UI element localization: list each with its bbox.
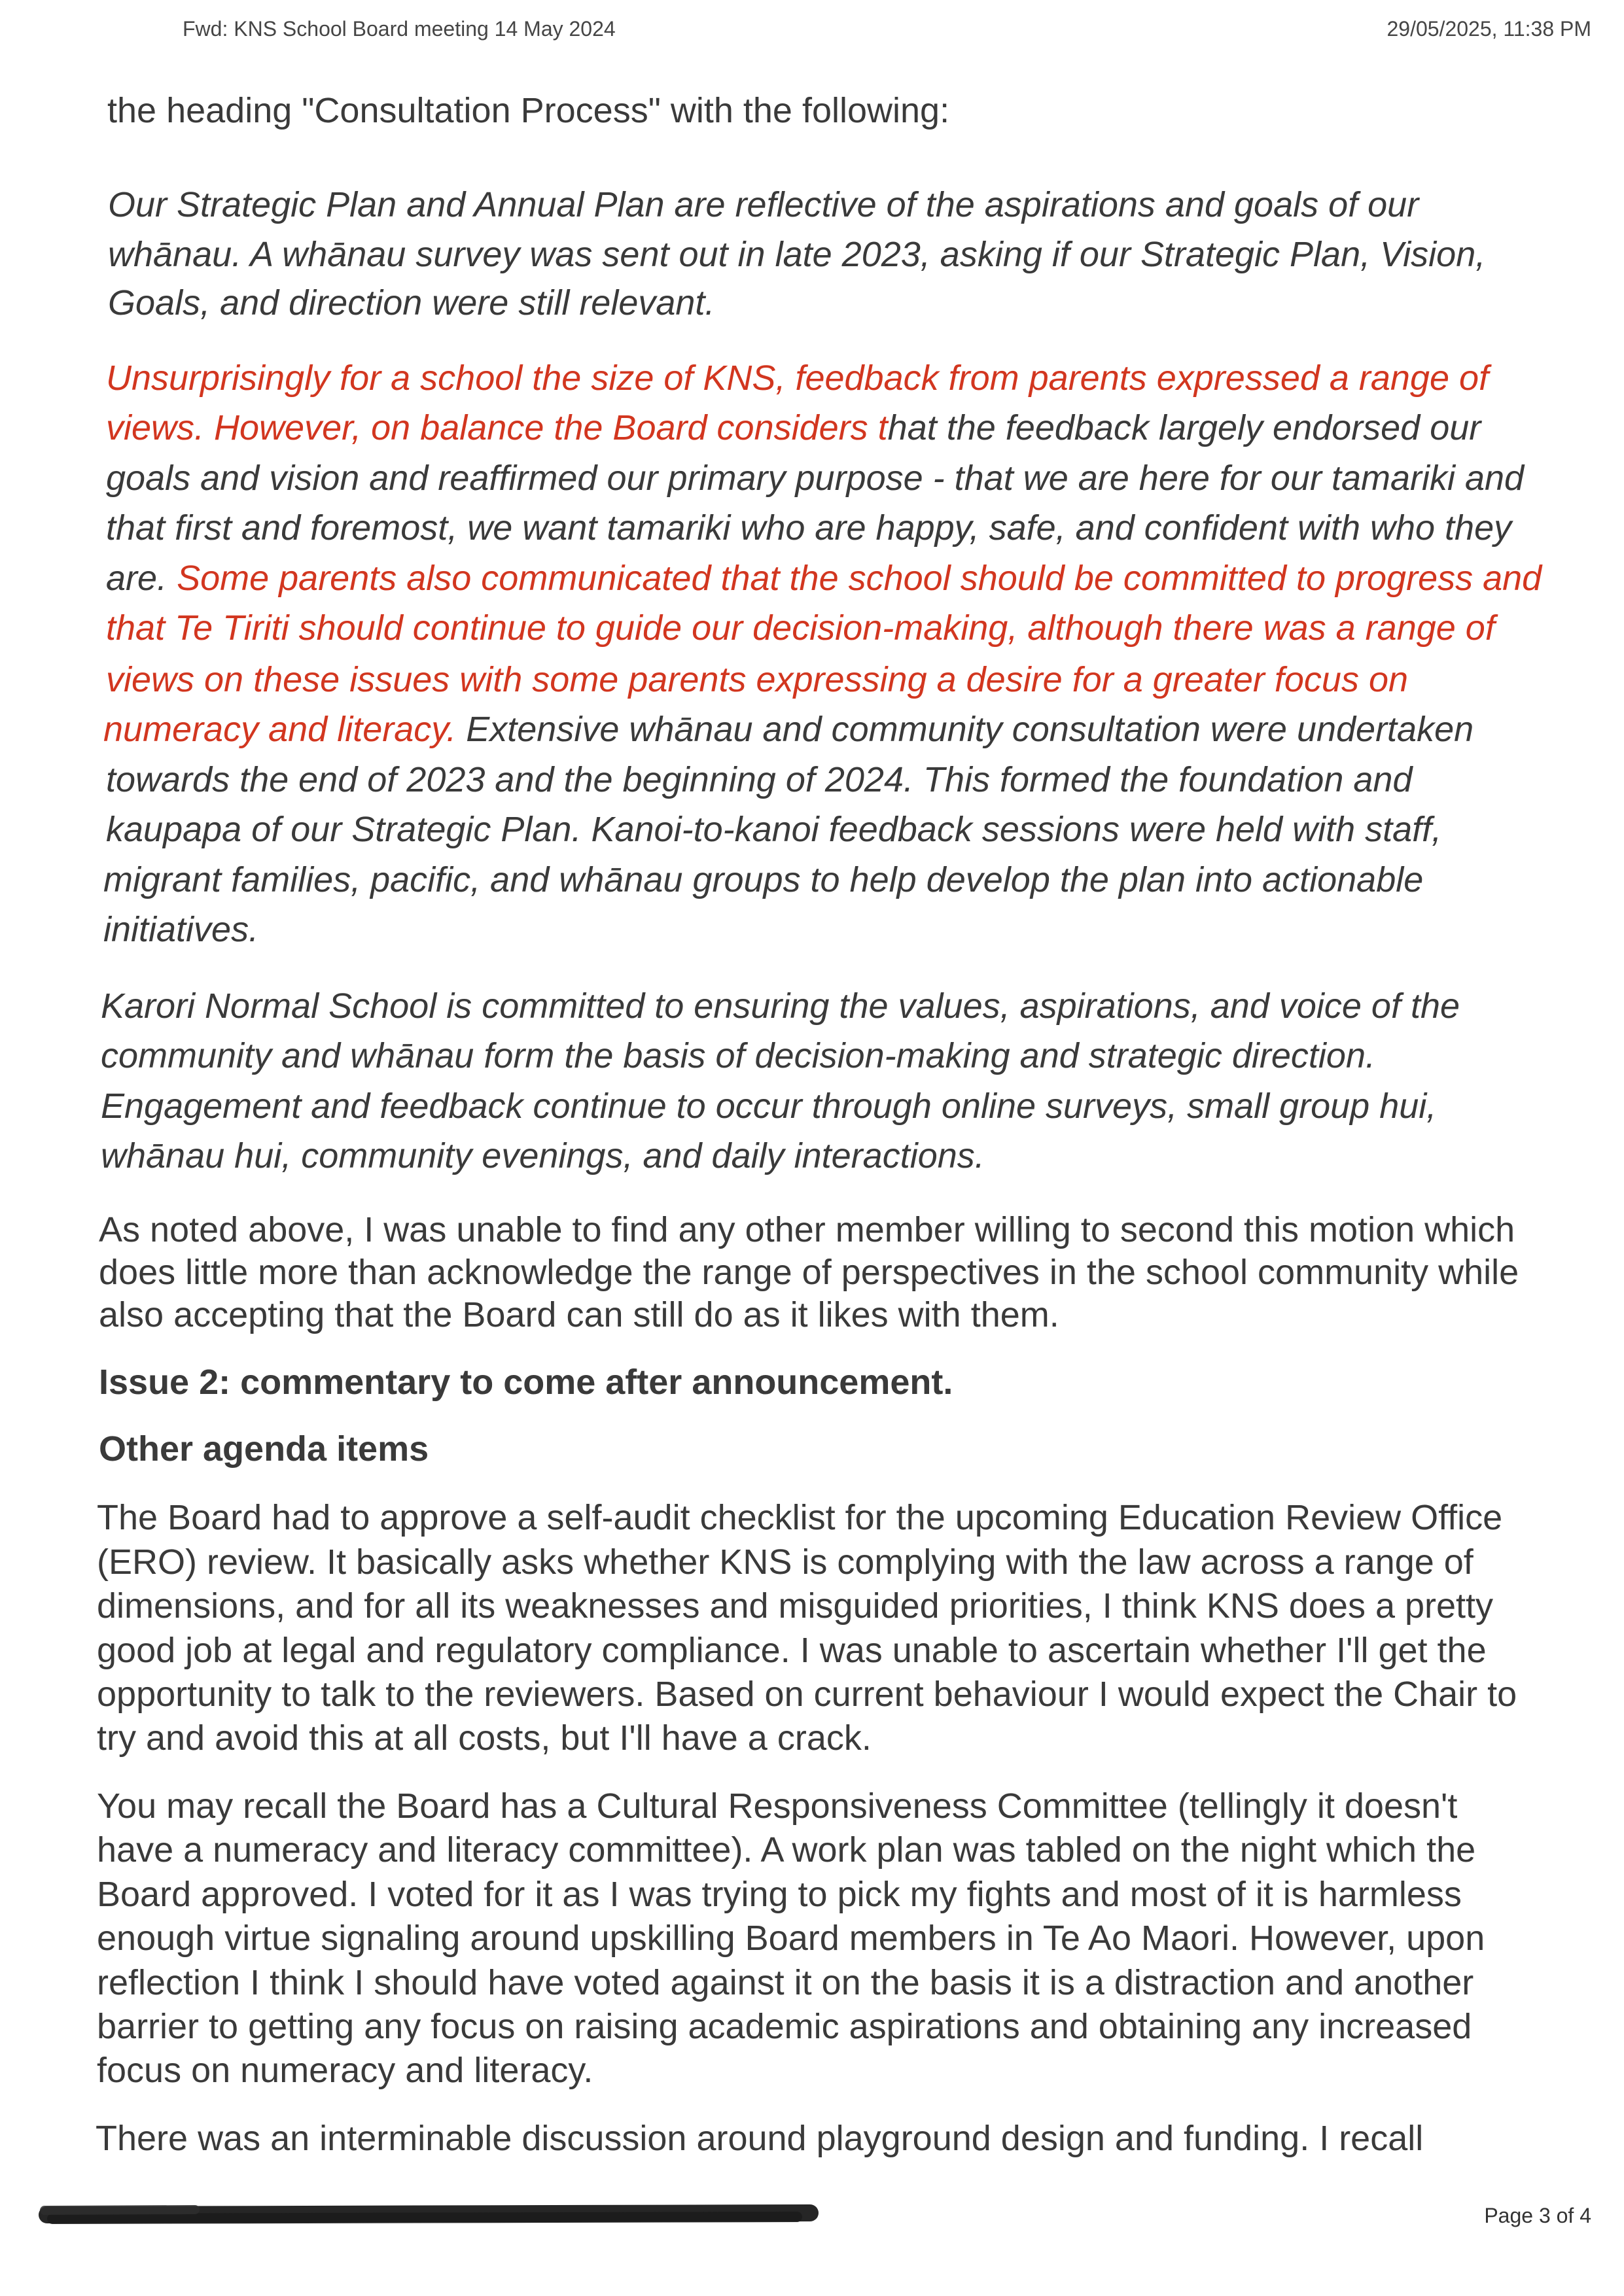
- quote-line: Karori Normal School is committed to ensuring the values, aspirations, and voice of the: [101, 986, 1460, 1026]
- paragraph-line: try and avoid this at all costs, but I'll have a crack.: [97, 1718, 872, 1758]
- quote-line: Our Strategic Plan and Annual Plan are reflective of the aspirations and goals of our: [108, 185, 1419, 224]
- paragraph-line: good job at legal and regulatory compliance. I was unable to ascertain whether I'll get the: [97, 1631, 1487, 1670]
- highlighted-text: views on these issues with some parents expressing a desire for a greater focus on: [106, 660, 1409, 699]
- quote-line: [106, 508, 1511, 548]
- quote-line: [106, 608, 1495, 648]
- quote-line: [106, 459, 1524, 498]
- quote-line: [103, 860, 1423, 899]
- text-segment: are.: [106, 559, 177, 598]
- text-segment: towards the end of 2023 and the beginning of 2024. This formed the foundation and: [106, 760, 1413, 799]
- quote-line: [106, 760, 1412, 799]
- quote-line: Goals, and direction were still relevant.: [108, 283, 715, 322]
- redacted-url: [38, 2199, 821, 2229]
- quote-line: [103, 910, 258, 949]
- text-segment: Extensive whānau and community consultation were undertaken: [456, 710, 1474, 749]
- quote-line: [106, 810, 1441, 849]
- paragraph-line: As noted above, I was unable to find any other member willing to second this motion which: [99, 1210, 1515, 1249]
- issue-2-heading: Issue 2: commentary to come after announcement.: [99, 1363, 953, 1402]
- quote-line: [106, 408, 1481, 447]
- paragraph-line: have a numeracy and literacy committee). A work plan was tabled on the night which the: [97, 1830, 1476, 1870]
- text-segment: migrant families, pacific, and whānau groups to help develop the plan into actionable: [103, 860, 1424, 899]
- paragraph-line: dimensions, and for all its weaknesses and misguided priorities, I think KNS does a pretty: [97, 1586, 1494, 1626]
- quote-line: community and whānau form the basis of decision-making and strategic direction.: [101, 1036, 1375, 1075]
- quote-line: whānau. A whānau survey was sent out in late 2023, asking if our Strategic Plan, Vision,: [108, 235, 1486, 274]
- paragraph-line: opportunity to talk to the reviewers. Based on current behaviour I would expect the Chair to: [97, 1675, 1517, 1714]
- paragraph-line: You may recall the Board has a Cultural Responsiveness Committee (tellingly it doesn't: [97, 1786, 1458, 1826]
- text-segment: goals and vision and reaffirmed our primary purpose - that we are here for our tamariki and: [106, 459, 1525, 498]
- paragraph-line: barrier to getting any focus on raising academic aspirations and obtaining any increased: [97, 2007, 1472, 2046]
- page-number: Page 3 of 4: [1484, 2204, 1591, 2227]
- highlighted-text: Unsurprisingly for a school the size of KNS, feedback from parents expressed a range of: [106, 358, 1489, 398]
- other-agenda-items-heading: Other agenda items: [99, 1429, 429, 1469]
- paragraph-line: Board approved. I voted for it as I was trying to pick my fights and most of it is harmless: [97, 1875, 1462, 1914]
- text-segment: that first and foremost, we want tamariki who are happy, safe, and confident with who they: [106, 508, 1512, 548]
- paragraph-line: also accepting that the Board can still do as it likes with them.: [99, 1295, 1059, 1334]
- text-segment: kaupapa of our Strategic Plan. Kanoi-to-kanoi feedback sessions were held with staff,: [106, 810, 1442, 849]
- text-segment: initiatives.: [103, 910, 259, 949]
- paragraph-line: (ERO) review. It basically asks whether KNS is complying with the law across a range of: [97, 1542, 1474, 1582]
- print-header-datetime: 29/05/2025, 11:38 PM: [1386, 17, 1591, 41]
- quote-line: [103, 710, 1474, 749]
- highlighted-text: numeracy and literacy.: [103, 710, 457, 749]
- paragraph-line: focus on numeracy and literacy.: [97, 2051, 593, 2090]
- print-header-title: Fwd: KNS School Board meeting 14 May 2024: [183, 17, 616, 41]
- paragraph-line: There was an interminable discussion around playground design and funding. I recall: [96, 2119, 1424, 2158]
- paragraph-line: enough virtue signaling around upskilling Board members in Te Ao Maori. However, upon: [97, 1919, 1485, 1958]
- quote-line: whānau hui, community evenings, and daily interactions.: [101, 1136, 985, 1175]
- highlighted-text: Some parents also communicated that the school should be committed to progress and: [177, 559, 1542, 598]
- highlighted-text: views. However, on balance the Board considers t: [106, 408, 888, 447]
- quote-line: [106, 358, 1489, 398]
- paragraph-line: does little more than acknowledge the range of perspectives in the school community while: [99, 1253, 1519, 1292]
- paragraph-line: reflection I think I should have voted against it on the basis it is a distraction and another: [97, 1963, 1474, 2002]
- text-segment: hat the feedback largely endorsed our: [887, 408, 1481, 447]
- quote-line: [106, 559, 1542, 598]
- paragraph-line: The Board had to approve a self-audit checklist for the upcoming Education Review Office: [97, 1498, 1503, 1537]
- quote-line: Engagement and feedback continue to occur through online surveys, small group hui,: [101, 1087, 1437, 1126]
- highlighted-text: that Te Tiriti should continue to guide our decision-making, although there was a range of: [106, 608, 1495, 648]
- quote-line: [106, 660, 1408, 699]
- intro-line: the heading "Consultation Process" with the following:: [107, 91, 950, 130]
